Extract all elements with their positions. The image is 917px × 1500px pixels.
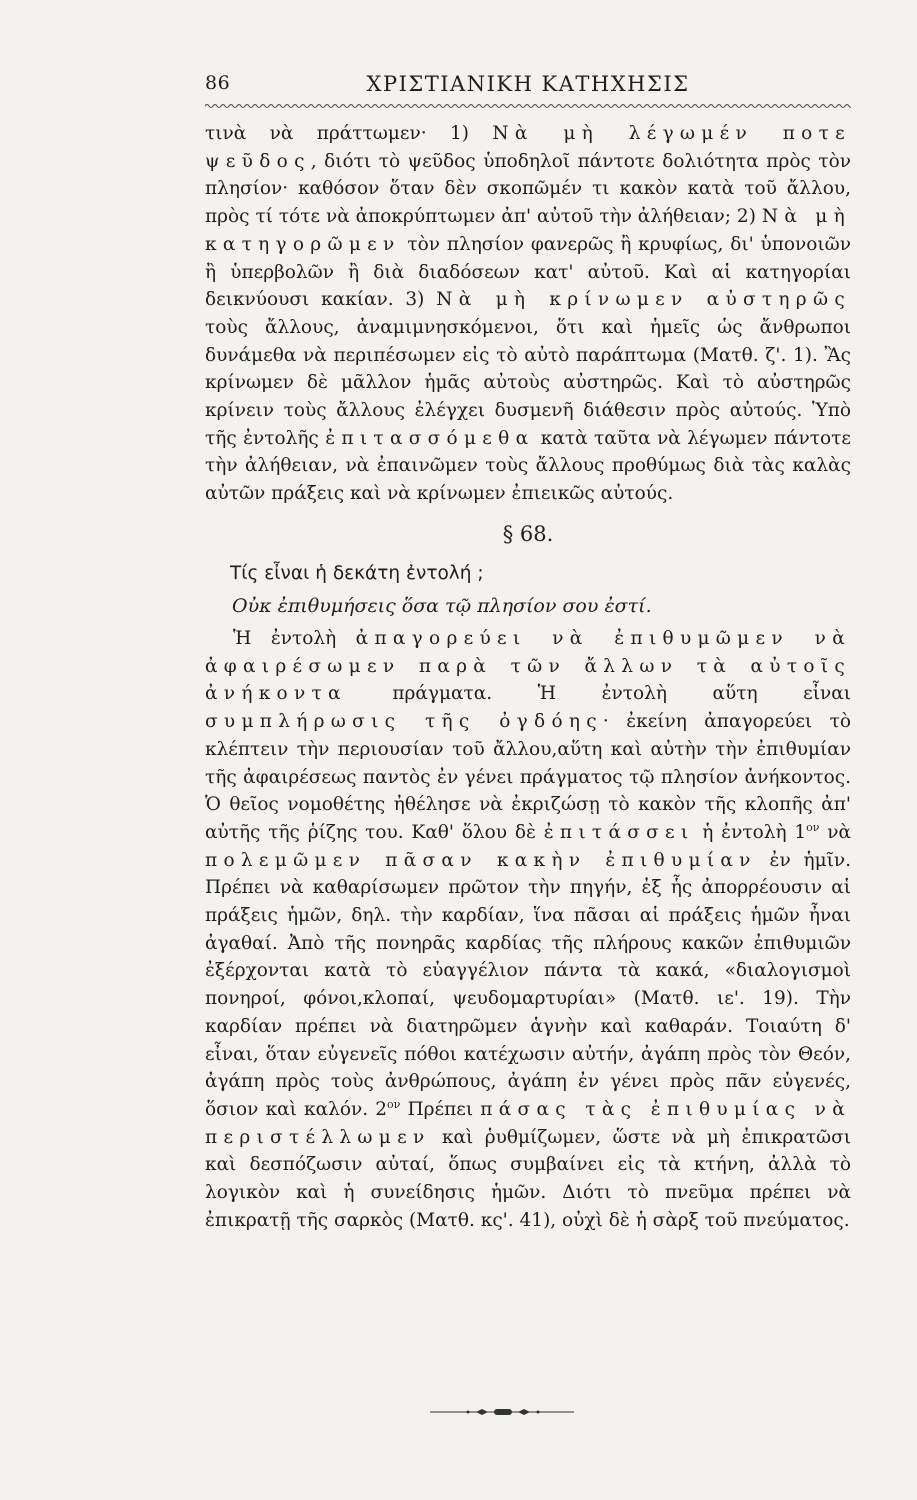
spaced-emphasis: Νὰ μὴ κρίνωμεν αὐστηρῶς bbox=[436, 289, 851, 311]
spaced-emphasis: Νὰ μὴ λέγωμέν ποτε ψεῦδος bbox=[205, 123, 851, 172]
text-run: Ἡ ἐντολὴ bbox=[233, 628, 356, 649]
spaced-emphasis: συμπλήρωσις τῆς ὀγδόης bbox=[205, 711, 603, 733]
page-header bbox=[205, 72, 851, 102]
paragraph-text bbox=[205, 120, 851, 508]
text-run: τινὰ νὰ πράττωμεν· 1) bbox=[205, 123, 493, 144]
ordinal-number: 2 bbox=[375, 1098, 388, 1120]
text-run: νὰ bbox=[819, 821, 851, 843]
commandment-quote: Οὐκ ἐπιθυμήσεις ὅσα τῷ πλησίον σου ἐστί. bbox=[232, 595, 652, 617]
text-run: Πρέπει bbox=[400, 1098, 481, 1120]
spaced-emphasis: πάσας τὰς ἐπιθυμίας νὰ περιστέλλωμεν bbox=[205, 1098, 851, 1148]
text-run: · ἐκείνη ἀπαγορεύει τὸ κλέπτειν τὴν περιουσίαν τοῦ ἄλλου,αὕτη καὶ αὐτὴν τὴν ἐπιθυμίαν τῆς ἀφαιρέσεως παντὸς ἐν γένει πράγματος τῷ πλησίον ἀνήκοντος. Ὁ θεῖος νομοθέτης ἠθέλησε νὰ ἐκριζώσῃ τὸ κακὸν τῆς κλοπῆς ἀπ' αὐτῆς τῆς ῥίζης του. Καθ' ὅλου δὲ bbox=[205, 711, 851, 843]
page-number: 86 bbox=[205, 72, 231, 94]
ordinal-suffix: ον bbox=[387, 1097, 401, 1111]
text-run: τοὺς ἄλλους, ἀναμιμνησκόμενοι, ὅτι καὶ ἡμεῖς ὡς ἄνθρωποι δυνάμεθα νὰ περιπέσωμεν εἰς τὸ αὐτὸ παράπτωμα (Ματθ. ζ'. 1). Ἂς κρίνωμεν δὲ μᾶλλον ἡμᾶς αὐτοὺς αὐστηρῶς. Καὶ τὸ αὐστηρῶς κρίνειν τοὺς ἄλλους ἐλέγχει δυσμενῆ διάθεσιν πρὸς αὐτούς. Ὑπὸ τῆς ἐντολῆς bbox=[205, 316, 851, 449]
ordinal-suffix: ον bbox=[806, 820, 820, 834]
spaced-emphasis: ἐπιτάσσει bbox=[543, 821, 695, 843]
text-run: , διότι τὸ ψεῦδος ὑποδηλοῖ πάντοτε δολιότητα πρὸς τὸν πλησίον· καθόσον ὅταν δὲν σκοπῶμέν τι κακὸν κατὰ τοῦ ἄλλου, πρὸς τί τότε νὰ ἀποκρύπτωμεν ἀπ' αὐτοῦ τὴν ἀλήθειαν; 2) bbox=[205, 150, 851, 228]
spaced-emphasis: πολεμῶμεν πᾶσαν κακὴν ἐπιθυμίαν bbox=[205, 849, 757, 871]
text-run: πράγματα. Ἡ ἐντολὴ αὕτη εἶναι bbox=[346, 683, 851, 705]
spaced-emphasis: ἀπαγορεύει νὰ ἐπιθυμῶμεν νὰ ἀφαιρέσωμεν παρὰ τῶν ἄλλων τὰ αὐτοῖς ἀνήκοντα bbox=[205, 628, 851, 705]
text-run: ἐν ἡμῖν. Πρέπει νὰ καθαρίσωμεν πρῶτον τὴν πηγήν, ἐξ ἧς ἀπορρέουσιν αἱ πράξεις ἡμῶν, δηλ. τὴν καρδίαν, ἵνα πᾶσαι αἱ πράξεις ἡμῶν ἦναι ἀγαθαί. Ἀπὸ τῆς πονηρᾶς καρδίας τῆς πλήρους κακῶν ἐπιθυμιῶν ἐξέρχονται κατὰ τὸ εὐαγγέλιον πάντα τὰ κακά, «διαλογισμοὶ πονηροί, φόνοι,κλοπαί, ψευδομαρτυρίαι» (Ματθ. ιε'. 19). Τὴν καρδίαν πρέπει νὰ διατηρῶμεν ἁγνὴν καὶ καθαράν. Τοιαύτη δ' εἶναι, ὅταν εὐγενεῖς πόθοι κατέχωσιν αὐτήν, ἀγάπη πρὸς τὸν Θεόν, ἀγάπη πρὸς τοὺς ἀνθρώπους, ἀγάπη ἐν γένει πρὸς πᾶν εὐγενές, ὅσιον καὶ καλόν. bbox=[205, 849, 851, 1120]
text-run: ἡ ἐντολὴ bbox=[694, 821, 795, 843]
section-heading: § 68. bbox=[502, 522, 554, 546]
header-rule bbox=[205, 102, 851, 110]
text-run: κατὰ ταῦτα νὰ λέγωμεν πάντοτε τὴν ἀλήθειαν, νὰ ἐπαινῶμεν τοὺς ἄλλους προθύμως διὰ τὰς καλὰς αὐτῶν πράξεις καὶ νὰ κρίνωμεν ἐπιεικῶς αὐτούς. bbox=[205, 427, 851, 505]
paragraph-text bbox=[205, 625, 851, 1234]
answer-paragraph bbox=[205, 625, 851, 1234]
spaced-emphasis: Νὰ μὴ κατηγορῶμεν bbox=[205, 206, 851, 255]
running-title: ΧΡΙΣΤΙΑΝΙΚΗ ΚΑΤΗΧΗΣΙΣ bbox=[366, 72, 690, 96]
top-paragraph bbox=[205, 120, 851, 508]
text-run: τὸν πλησίον φανερῶς ἢ κρυφίως, δι' ὑπονοιῶν ἢ ὑπερβολῶν ἢ διὰ διαδόσεων κατ' αὐτοῦ. Καὶ αἱ κατηγορίαι δεικνύουσι κακίαν. 3) bbox=[205, 233, 851, 311]
ordinal-number: 1 bbox=[794, 821, 807, 843]
question-line: Τίς εἶναι ἡ δεκάτη ἐντολή ; bbox=[230, 563, 484, 584]
end-ornament-icon bbox=[428, 1406, 576, 1418]
spaced-emphasis: ἐπιτασσόμεθα bbox=[325, 427, 535, 449]
text-run: καὶ ῥυθμίζωμεν, ὥστε νὰ μὴ ἐπικρατῶσι καὶ δεσπόζωσιν αὐταί, ὅπως συμβαίνει εἰς τὰ κτήνη, ἀλλὰ τὸ λογικὸν καὶ ἡ συνείδησις ἡμῶν. Διότι τὸ πνεῦμα πρέπει νὰ ἐπικρατῇ τῆς σαρκὸς (Ματθ. κς'. 41), οὐχὶ δὲ ἡ σὰρξ τοῦ πνεύματος. bbox=[205, 1126, 851, 1231]
